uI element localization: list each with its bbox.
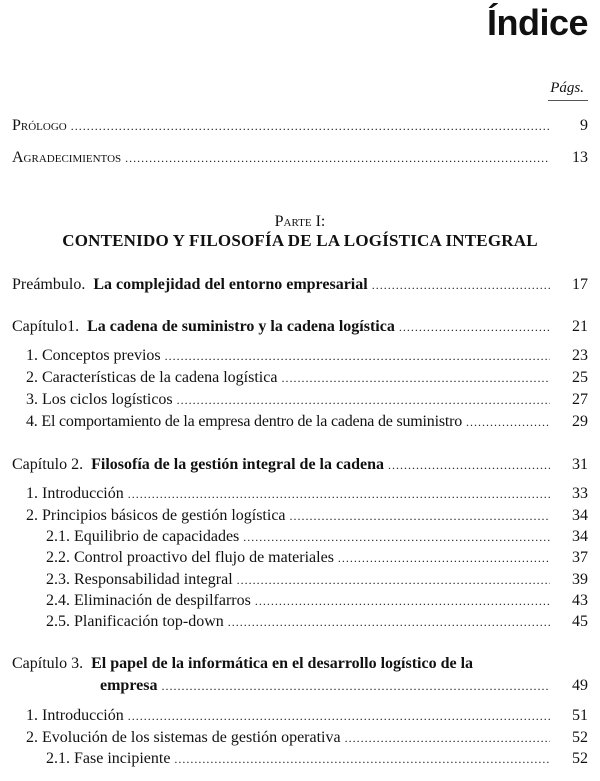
toc-entry-title: Filosofía de la gestión integral de la cadena: [91, 456, 384, 473]
toc-entry-title-line-1: El papel de la informática en el desarrollo logístico de la: [91, 655, 474, 672]
toc-entry-label: 2.5. Planificación top-down: [46, 613, 224, 630]
leader-dots: [228, 613, 550, 632]
toc-entry-section[interactable]: [26, 706, 588, 726]
toc-entry-subsection[interactable]: [46, 570, 588, 590]
toc-entry-subsection[interactable]: [46, 612, 588, 632]
toc-entry-title: La cadena de suministro y la cadena logística: [87, 318, 395, 335]
toc-entry-label: Prólogo: [12, 117, 67, 134]
toc-entry-page: 37: [572, 549, 588, 566]
toc-entry-title-line-2: empresa: [100, 677, 158, 694]
toc-entry-page: 25: [572, 369, 588, 386]
toc-entry-page: 29: [572, 413, 588, 430]
toc-entry-page: 21: [572, 318, 588, 335]
toc-entry-section[interactable]: [26, 484, 588, 504]
toc-entry-page: 52: [572, 729, 588, 746]
leader-dots: [345, 729, 550, 748]
toc-entry-page: 52: [572, 750, 588, 767]
leader-dots: [281, 369, 550, 388]
toc-entry-subsection[interactable]: [46, 591, 588, 611]
toc-entry-subsection[interactable]: [46, 527, 588, 547]
leader-dots: [399, 318, 550, 337]
leader-dots: [128, 485, 550, 504]
leader-dots: [372, 276, 550, 295]
toc-entry-page: 45: [572, 613, 588, 630]
toc-entry-page: 31: [572, 456, 588, 473]
toc-entry-label: 2.3. Responsabilidad integral: [46, 571, 233, 588]
pages-column-rule: [548, 100, 588, 101]
toc-entry-label: 1. Introducción: [26, 707, 124, 724]
toc-entry-page: 49: [572, 677, 588, 694]
leader-dots: [125, 149, 550, 168]
toc-entry-prologo[interactable]: [12, 116, 588, 136]
toc-entry-label: Agradecimientos: [12, 149, 122, 166]
page-title: Índice: [486, 2, 588, 43]
leader-dots: [338, 549, 550, 568]
toc-entry-page: 13: [572, 149, 588, 166]
toc-entry-label: 2.1. Fase incipiente: [46, 750, 171, 767]
toc-entry-subsection[interactable]: [46, 548, 588, 568]
leader-dots: [255, 592, 550, 611]
toc-entry-prefix: Preámbulo.: [12, 276, 86, 293]
toc-entry-section[interactable]: [26, 346, 588, 366]
toc-entry-page: 43: [572, 592, 588, 609]
toc-entry-prefix: Capítulo 2.: [12, 456, 84, 473]
toc-entry-label: 2.4. Eliminación de despilfarros: [46, 592, 251, 609]
toc-entry-page: 33: [572, 485, 588, 502]
toc-entry-page: 27: [572, 391, 588, 408]
toc-entry-page: 51: [572, 707, 588, 724]
toc-entry-prefix: Capítulo 3.: [12, 655, 84, 672]
toc-entry-label: 2.2. Control proactivo del flujo de materiales: [46, 549, 334, 566]
leader-dots: [165, 347, 550, 366]
leader-dots: [243, 528, 550, 547]
toc-entry-subsection[interactable]: [46, 749, 588, 769]
leader-dots: [71, 117, 550, 136]
leader-dots: [161, 677, 550, 696]
toc-entry-chapter-1[interactable]: [12, 317, 588, 337]
toc-entry-page: 34: [572, 507, 588, 524]
leader-dots: [290, 507, 550, 526]
toc-entry-agradecimientos[interactable]: [12, 148, 588, 168]
toc-entry-label: 2. Características de la cadena logística: [26, 369, 278, 386]
toc-entry-chapter-3[interactable]: [12, 654, 588, 673]
leader-dots: [466, 413, 550, 432]
leader-dots: [174, 750, 550, 769]
toc-entry-section[interactable]: [26, 368, 588, 388]
toc-entry-label: 1. Introducción: [26, 485, 124, 502]
toc-entry-label: 3. Los ciclos logísticos: [26, 391, 173, 408]
toc-entry-section[interactable]: [26, 506, 588, 526]
toc-entry-label: 2. Principios básicos de gestión logística: [26, 507, 286, 524]
toc-entry-label: 4. El comportamiento de la empresa dentro de la cadena de suministro: [26, 413, 463, 430]
toc-entry-page: 17: [572, 276, 588, 293]
toc-entry-label: 2. Evolución de los sistemas de gestión operativa: [26, 729, 341, 746]
toc-entry-section[interactable]: [26, 390, 588, 410]
leader-dots: [177, 391, 550, 410]
part-label: Parte I:: [274, 213, 326, 230]
pages-column-label: Págs.: [550, 80, 584, 96]
part-title: CONTENIDO Y FILOSOFÍA DE LA LOGÍSTICA INTEGRAL: [62, 231, 538, 250]
toc-entry-prefix: Capítulo1.: [12, 318, 80, 335]
toc-entry-page: 34: [572, 528, 588, 545]
toc-entry-page: 39: [572, 571, 588, 588]
toc-entry-title: La complejidad del entorno empresarial: [93, 276, 368, 293]
toc-entry-preambulo[interactable]: [12, 275, 588, 295]
toc-entry-page: 23: [572, 347, 588, 364]
toc-entry-label: 2.1. Equilibrio de capacidades: [46, 528, 240, 545]
leader-dots: [128, 707, 550, 726]
toc-entry-section[interactable]: [26, 412, 588, 432]
leader-dots: [388, 456, 550, 475]
leader-dots: [237, 571, 550, 590]
toc-entry-page: 9: [580, 117, 588, 134]
toc-entry-chapter-2[interactable]: [12, 455, 588, 475]
toc-entry-label: 1. Conceptos previos: [26, 347, 161, 364]
toc-entry-chapter-3-continuation[interactable]: [100, 676, 588, 696]
toc-entry-section[interactable]: [26, 728, 588, 748]
